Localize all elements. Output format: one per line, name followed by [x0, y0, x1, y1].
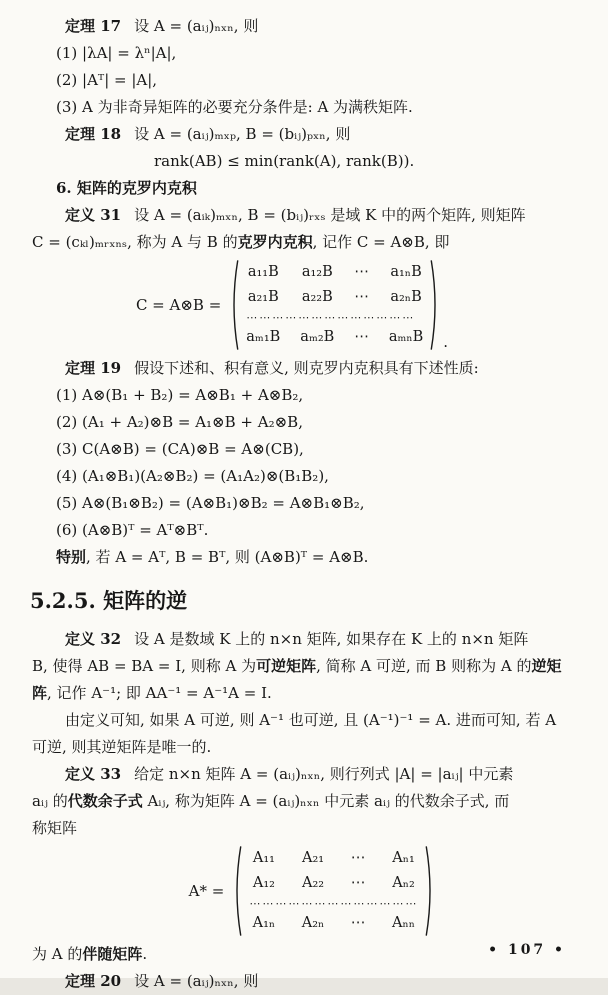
matrix-cell: a₁₂B — [301, 264, 333, 280]
theorem-17-line — [32, 13, 580, 40]
inverse-matrix-term-part1: 逆矩 — [531, 657, 562, 675]
matrix-cell: ⋯ — [350, 915, 366, 931]
definition-32-label: 定义 32 — [65, 630, 122, 648]
kronecker-property-6: (6) (A⊗B)ᵀ = Aᵀ⊗Bᵀ. — [56, 521, 209, 539]
kronecker-property-5: (5) A⊗(B₁⊗B₂) = (A⊗B₁)⊗B₂ = A⊗B₁⊗B₂, — [56, 494, 365, 512]
definition-31-continuation — [32, 229, 580, 256]
matrix-cell: A₁ₙ — [252, 915, 276, 931]
adjugate-matrix-term: 伴随矩阵 — [82, 945, 143, 963]
kronecker-property-4: (4) (A₁⊗B₁)(A₂⊗B₂) = (A₁A₂)⊗(B₁B₂), — [56, 467, 329, 485]
matrix-ellipsis-row: ⋯⋯⋯⋯⋯⋯⋯⋯⋯⋯⋯⋯⋯ — [249, 897, 419, 910]
page-number: • 107 • — [488, 942, 566, 958]
matrix-cell: a₁₁B — [247, 264, 279, 280]
definition-33-continuation-1 — [32, 788, 580, 815]
cofactor-term: 代数余子式 — [67, 792, 143, 810]
theorem-20-line — [32, 968, 580, 995]
matrix-cell: aₘ₂B — [300, 329, 335, 345]
definition-32-text: 设 A 是数域 K 上的 n×n 矩阵, 如果存在 K 上的 n×n 矩阵 — [134, 630, 529, 648]
right-parenthesis — [425, 845, 435, 937]
adjugate-equation-lhs: A* = — [188, 881, 225, 900]
matrix-ellipsis-row: ⋯⋯⋯⋯⋯⋯⋯⋯⋯⋯⋯⋯⋯ — [246, 311, 416, 324]
matrix-cell: A₂₁ — [301, 850, 325, 866]
definition-33-text-2: aᵢⱼ 的 — [32, 792, 68, 810]
definition-33-label: 定义 33 — [65, 765, 122, 783]
definition-32-text-4: , 记作 A⁻¹; 即 AA⁻¹ = A⁻¹A = I. — [47, 684, 272, 702]
definition-31-text-2: C = (cₖₗ)ₘᵣₓₙₛ, 称为 A 与 B 的 — [32, 233, 238, 251]
theorem-17-label: 定理 17 — [65, 17, 122, 35]
definition-33-line — [32, 761, 580, 788]
remark-line-2: 可逆, 则其逆矩阵是唯一的. — [32, 738, 212, 756]
definition-33-text-3: Aᵢⱼ, 称为矩阵 A = (aᵢⱼ)ₙₓₙ 中元素 aᵢⱼ 的代数余子式, 而 — [142, 792, 510, 810]
special-case-text: , 若 A = Aᵀ, B = Bᵀ, 则 (A⊗B)ᵀ = A⊗B. — [86, 548, 369, 566]
theorem-20-label: 定理 20 — [65, 972, 122, 990]
definition-31-text-3: , 记作 C = A⊗B, 即 — [312, 233, 450, 251]
theorem-19-line — [32, 355, 580, 382]
matrix-cell: ⋯ — [350, 875, 366, 891]
section-5-2-5-heading: 5.2.5. 矩阵的逆 — [30, 588, 188, 613]
special-case-label: 特别 — [56, 548, 87, 566]
rank-inequality-formula: rank(AB) ≤ min(rank(A), rank(B)). — [154, 152, 415, 170]
right-parenthesis — [430, 259, 440, 351]
matrix-cell: Aₙ₁ — [392, 850, 415, 866]
subsection-6-heading: 6. 矩阵的克罗内克积 — [56, 179, 197, 197]
matrix-cell: ⋯ — [354, 264, 369, 280]
definition-32-line — [32, 626, 580, 653]
inverse-matrix-term-part2: 阵 — [32, 684, 48, 702]
matrix-cell: a₂₂B — [301, 289, 333, 305]
theorem-18-line — [32, 121, 580, 148]
theorem-18-text: 设 A = (aᵢⱼ)ₘₓₚ, B = (bᵢⱼ)ₚₓₙ, 则 — [134, 125, 351, 143]
matrix-cell: A₂ₙ — [301, 915, 325, 931]
matrix-cell: a₁ₙB — [390, 264, 422, 280]
matrix-cell: a₂₁B — [247, 289, 279, 305]
adjugate-text-1: 为 A 的 — [32, 945, 83, 963]
matrix-cell: Aₙₙ — [392, 915, 416, 931]
theorem-20-text: 设 A = (aᵢⱼ)ₙₓₙ, 则 — [134, 972, 259, 990]
definition-32-text-3: , 简称 A 可逆, 而 B 则称为 A 的 — [316, 657, 532, 675]
special-case-line — [32, 544, 580, 571]
matrix-cell: A₁₂ — [252, 875, 275, 891]
matrix-cell: ⋯ — [354, 329, 369, 345]
matrix-cell: ⋯ — [354, 289, 369, 305]
adjugate-text-2: . — [142, 945, 148, 963]
kronecker-matrix-entries — [239, 259, 430, 351]
matrix-cell: Aₙ₂ — [392, 875, 415, 891]
matrix-cell: a₂ₙB — [390, 289, 422, 305]
determinant-property-3: (3) A 为非奇异矩阵的必要充分条件是: A 为满秩矩阵. — [56, 98, 413, 116]
matrix-cell: ⋯ — [350, 850, 366, 866]
definition-33-text: 给定 n×n 矩阵 A = (aᵢⱼ)ₙₓₙ, 则行列式 |A| = |aᵢⱼ| 中元素 — [134, 765, 514, 783]
definition-31-line — [32, 202, 580, 229]
matrix-cell: aₘ₁B — [246, 329, 281, 345]
invertible-matrix-term: 可逆矩阵 — [256, 657, 317, 675]
determinant-property-2: (2) |Aᵀ| = |A|, — [56, 71, 158, 89]
theorem-19-label: 定理 19 — [65, 359, 122, 377]
definition-31-text: 设 A = (aᵢₖ)ₘₓₙ, B = (bᵢⱼ)ᵣₓₛ 是域 K 中的两个矩阵, 则矩阵 — [134, 206, 526, 224]
determinant-property-1: (1) |λA| = λⁿ|A|, — [56, 44, 177, 62]
theorem-17-text: 设 A = (aᵢⱼ)ₙₓₙ, 则 — [134, 17, 259, 35]
definition-32-continuation-2 — [32, 680, 580, 707]
left-parenthesis — [229, 259, 239, 351]
kronecker-equation-lhs: C = A⊗B = — [135, 295, 222, 314]
definition-33-continuation-2: 称矩阵 — [32, 819, 78, 837]
kronecker-property-2: (2) (A₁ + A₂)⊗B = A₁⊗B + A₂⊗B, — [56, 413, 303, 431]
matrix-cell: A₁₁ — [252, 850, 275, 866]
definition-32-continuation-1 — [32, 653, 580, 680]
left-parenthesis — [232, 845, 242, 937]
kronecker-property-3: (3) C(A⊗B) = (CA)⊗B = A⊗(CB), — [56, 440, 304, 458]
definition-31-label: 定义 31 — [65, 206, 122, 224]
equation-end-punctuation: . — [443, 333, 449, 351]
adjugate-matrix-entries — [242, 845, 425, 937]
definition-32-text-2: B, 使得 AB = BA = I, 则称 A 为 — [32, 657, 257, 675]
matrix-cell: aₘₙB — [388, 329, 424, 345]
matrix-cell: A₂₂ — [301, 875, 325, 891]
theorem-18-label: 定理 18 — [65, 125, 122, 143]
kronecker-product-term: 克罗内克积 — [237, 233, 313, 251]
theorem-19-text: 假设下述和、积有意义, 则克罗内克积具有下述性质: — [134, 359, 479, 377]
remark-line-1: 由定义可知, 如果 A 可逆, 则 A⁻¹ 也可逆, 且 (A⁻¹)⁻¹ = A. 进而可知, 若 A — [65, 711, 557, 729]
kronecker-property-1: (1) A⊗(B₁ + B₂) = A⊗B₁ + A⊗B₂, — [56, 386, 304, 404]
kronecker-product-matrix-equation — [18, 259, 566, 351]
adjugate-matrix-equation — [38, 845, 586, 937]
